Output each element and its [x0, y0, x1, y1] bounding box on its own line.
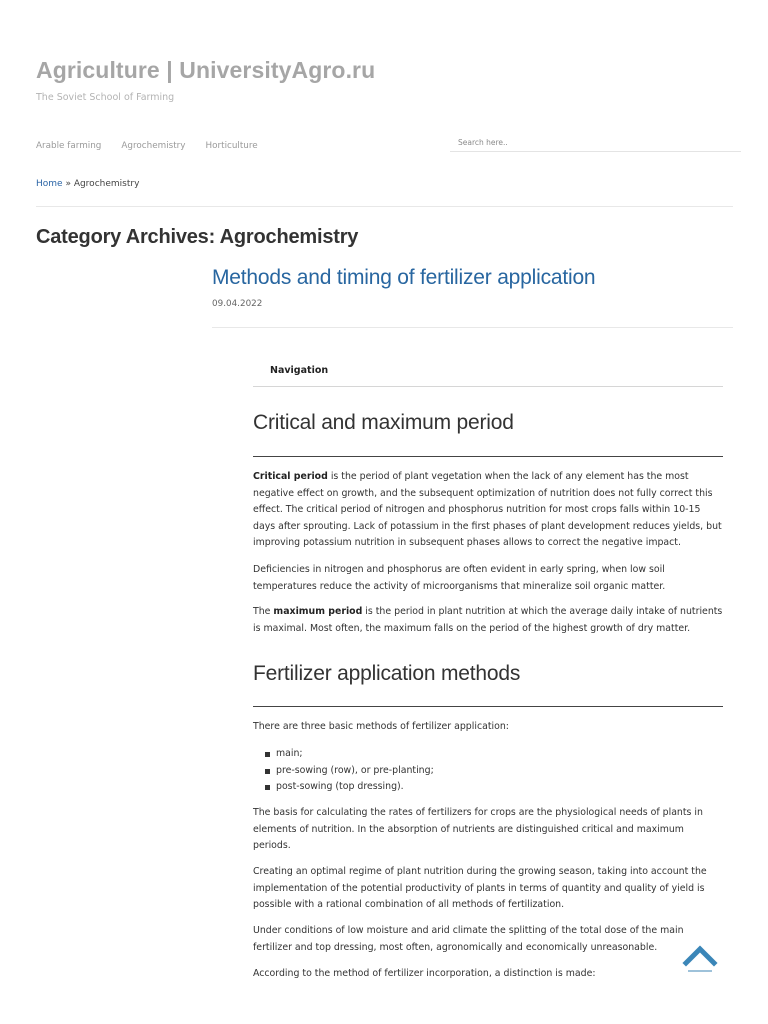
- breadcrumb-divider: [36, 206, 733, 207]
- site-tagline: The Soviet School of Farming: [36, 92, 175, 103]
- paragraph-maximum-period: [253, 604, 723, 637]
- archive-title: Category Archives: Agrochemistry: [36, 226, 359, 248]
- scroll-to-top-button[interactable]: [682, 938, 718, 974]
- main-nav: [36, 140, 278, 152]
- toc-navigation-toggle[interactable]: Navigation: [270, 365, 329, 376]
- paragraph-optimal-regime: Creating an optimal regime of plant nutrition during the growing season, taking into account the implementation of the potential productivity of plants in terms of quantity and quality of yield is possible with a rational combination of all methods of fertilization.: [253, 866, 707, 911]
- paragraph-methods-intro: There are three basic methods of fertilizer application:: [253, 721, 509, 732]
- site-title[interactable]: Agriculture | UniversityAgro.ru: [36, 57, 376, 83]
- term-critical-period: Critical period: [253, 471, 328, 482]
- paragraph-low-moisture: Under conditions of low moisture and arid climate the splitting of the total dose of the main fertilizer and top dressing, most often, agronomically and economically unreasonable.: [253, 925, 684, 953]
- nav-item-horticulture[interactable]: Horticulture: [205, 141, 258, 151]
- paragraph-text: is the period in plant nutrition at which the average daily intake of nutrients is maximal. Most often, the maximum falls on the period of the highest growth of dry matter.: [253, 606, 723, 634]
- breadcrumb: [36, 179, 139, 189]
- post-title-link[interactable]: Methods and timing of fertilizer application: [212, 266, 596, 289]
- search-input[interactable]: [450, 133, 741, 152]
- term-maximum-period: maximum period: [273, 606, 363, 617]
- paragraph-text: The: [253, 606, 274, 617]
- methods-list: [253, 746, 434, 796]
- nav-item-agrochemistry[interactable]: Agrochemistry: [121, 141, 186, 151]
- paragraph-rates-basis: The basis for calculating the rates of fertilizers for crops are the physiological needs of plants in elements of nutrition. In the absorption of nutrients are distinguished critical and maximum periods.: [253, 807, 703, 852]
- toc-divider: [253, 386, 723, 387]
- section-rule: [253, 706, 723, 707]
- list-item: main;: [253, 746, 434, 763]
- breadcrumb-current: Agrochemistry: [73, 179, 140, 189]
- list-item: pre-sowing (row), or pre-planting;: [253, 763, 434, 780]
- chevron-up-icon: [682, 938, 718, 974]
- section-heading-critical-period: Critical and maximum period: [253, 411, 514, 434]
- section-rule: [253, 456, 723, 457]
- paragraph-text: is the period of plant vegetation when the lack of any element has the most negative effect on growth, and the subsequent optimization of nutrition does not fully correct this effect. The critical period of nitrogen and phosphorus nutrition for most crops falls within 10-15 days after sprouting. Lack of potassium in the first phases of plant development reduces yields, but improving potassium nutrition in subsequent phases allows to correct the negative impact.: [253, 471, 722, 549]
- paragraph-incorporation: According to the method of fertilizer incorporation, a distinction is made:: [253, 968, 596, 979]
- section-heading-application-methods: Fertilizer application methods: [253, 662, 521, 685]
- breadcrumb-separator: »: [62, 179, 74, 189]
- list-item: post-sowing (top dressing).: [253, 779, 434, 796]
- nav-item-arable-farming[interactable]: Arable farming: [36, 141, 102, 151]
- post-header-divider: [212, 327, 733, 328]
- post-date: 09.04.2022: [212, 299, 263, 309]
- paragraph-deficiencies: Deficiencies in nitrogen and phosphorus are often evident in early spring, when low soil temperatures reduce the activity of microorganisms that mineralize soil organic matter.: [253, 564, 666, 592]
- breadcrumb-home-link[interactable]: Home: [36, 179, 63, 189]
- paragraph-critical-period: [253, 469, 723, 552]
